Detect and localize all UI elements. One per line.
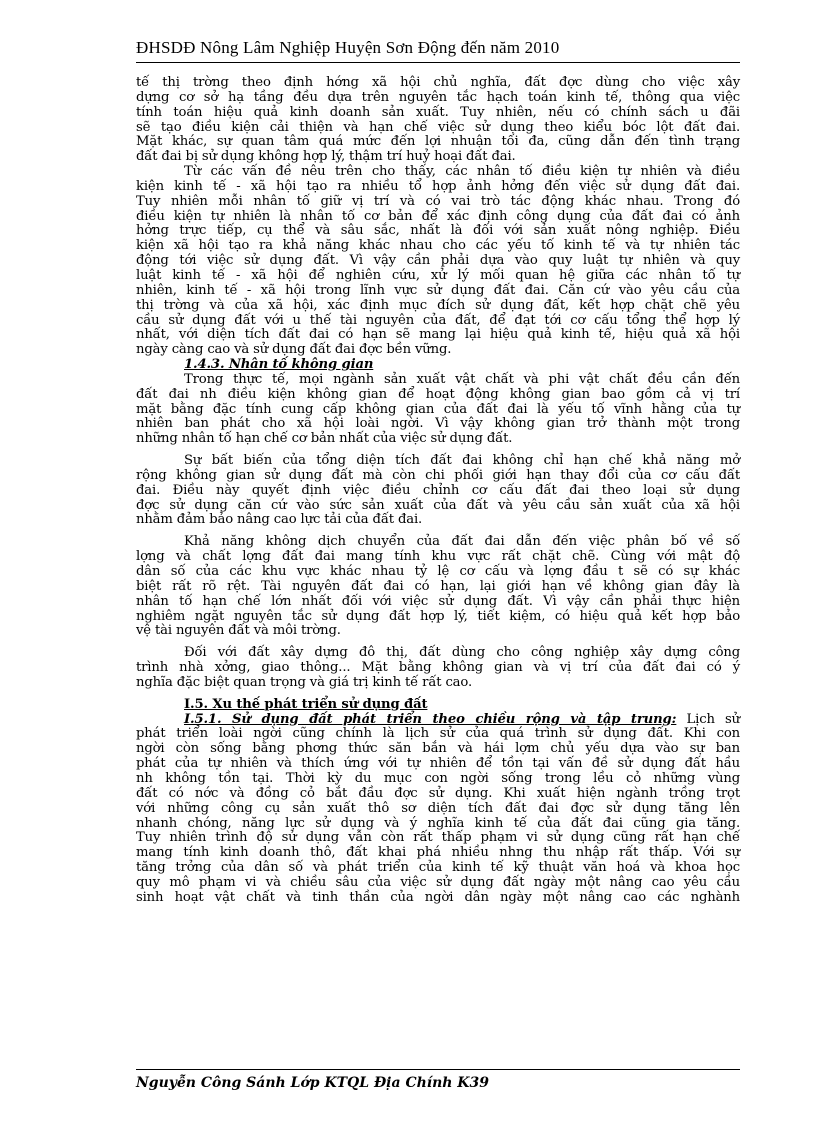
footer-divider xyxy=(136,1069,740,1070)
text-line: Từ các vấn đề nêu trên cho thấy, các nhân tố điều kiện tự nhiên và điều xyxy=(184,164,740,180)
paragraph-land-invariance xyxy=(136,454,740,528)
page-header-title: ĐHSDĐ Nông Lâm Nghiệp Huyện Sơn Động đến năm 2010 xyxy=(136,38,560,57)
text-line: quy mô phạm vi và chiều sâu của việc sử dụng đất ngày một nâng cao yêu cầu xyxy=(136,874,740,890)
text-line: ngời còn sống bằng phơng thức săn bắn và hái lợm chủ yếu dựa vào sự ban xyxy=(136,741,740,757)
section-heading-1-5: I.5. Xu thế phát triển sử dụng đất xyxy=(184,696,428,712)
text-line: hởng trực tiếp, cụ thể và sâu sắc, nhất là đối với sản xuất nông nghiệp. Điều xyxy=(136,223,740,239)
paragraph-space-factor xyxy=(136,373,740,447)
text-line: kiện kinh tế - xã hội tạo ra nhiều tổ hợp ảnh hởng đến việc sử dụng đất đai. xyxy=(136,178,740,194)
text-line: tăng trởng của dân số và phát triển của kinh tế kỹ thuật văn hoá và khoa học xyxy=(136,860,740,876)
text-line: nghiêm ngặt nguyên tắc sử dụng đất hợp lý, tiết kiệm, có hiệu quả kết hợp bảo xyxy=(136,608,740,624)
text-line: đai. Điều này quyết định việc điều chỉnh cơ cấu đất đai theo loại sử dụng xyxy=(136,482,740,498)
text-line: phát của tự nhiên và thích ứng với tự nhiên để tồn tại vấn đề sử dụng đất hầu xyxy=(136,756,740,772)
text-line: nhất, với diện tích đất đai có hạn sẽ mang lại hiệu quả kinh tế, hiệu quả xã hội xyxy=(136,327,740,343)
text-line: nh không tồn tại. Thời kỳ du mục con ngời sống trong lều cỏ những vùng xyxy=(136,770,740,786)
paragraph-land-use-history xyxy=(136,713,740,906)
text-line: phát triển loài ngời cũng chính là lịch sử của quá trình sử dụng đất. Khi con xyxy=(136,726,740,742)
paragraph-land-market xyxy=(136,76,740,165)
text-line: tế thị trờng theo định hớng xã hội chủ nghĩa, đất đợc dùng cho việc xây xyxy=(136,75,740,90)
text-line: lợng và chất lợng đất đai mang tính khu vực rất chặt chẽ. Cùng với mật độ xyxy=(136,549,740,565)
text-line: Sự bất biến của tổng diện tích đất đai không chỉ hạn chế khả năng mở xyxy=(184,453,740,469)
text-line: tính toán hiệu quả kinh doanh sản xuất. Tuy nhiên, nếu có chính sách u đãi xyxy=(136,104,740,120)
text-line: dựng cơ sở hạ tầng đều dựa trên nguyên tắc hạch toán kinh tế, thông qua việc xyxy=(136,89,740,105)
text-line: nhiên ban phát cho xã hội loài ngời. Vì vậy không gian trở thành một trong xyxy=(136,416,740,432)
page-footer-author: Nguyễn Công Sánh Lớp KTQL Địa Chính K39 xyxy=(136,1075,489,1091)
text-line: sẽ tạo điều kiện cải thiện và hạn chế việc sử dụng theo kiểu bóc lột đất đai. xyxy=(136,119,740,135)
text-line: trình nhà xởng, giao thông... Mặt bằng không gian và vị trí của đất đai có ý xyxy=(136,660,740,676)
text-line: nhằm đảm bảo nâng cao lực tải của đất đai. xyxy=(136,512,423,528)
text-line: nhân tố hạn chế lớn nhất đối với việc sử dụng đất. Vì vậy cần phải thực hiện xyxy=(136,593,740,609)
text-line: dân số của các khu vực khác nhau tỷ lệ cơ cấu và lợng đầu t sẽ có sự khác xyxy=(136,564,740,579)
text-line: nghĩa đặc biệt quan trọng và giá trị kinh tế rất cao. xyxy=(136,674,472,690)
text-line: kiện xã hội tạo ra khả năng khác nhau cho các yếu tố kinh tế và tự nhiên tác xyxy=(136,238,740,254)
text-line: Tuy nhiên mỗi nhân tố giữ vị trí và có vai trò tác động khác nhau. Trong đó xyxy=(136,193,740,209)
text-line: vệ tài nguyên đất và môi trờng. xyxy=(136,623,341,639)
text-line: biệt rất rõ rệt. Tài nguyên đất đai có hạn, lại giới hạn về không gian đây là xyxy=(136,578,740,594)
text-line: nhiên, kinh tế - xã hội trong lĩnh vực sử dụng đất đai. Căn cứ vào yêu cầu của xyxy=(136,282,740,298)
document-body xyxy=(136,76,740,906)
text-line: ngày càng cao và sử dụng đất đai đợc bền vững. xyxy=(136,342,452,358)
text-line: những nhân tố hạn chế cơ bản nhất của việc sử dụng đất. xyxy=(136,431,513,447)
header-divider xyxy=(136,62,740,63)
text-line: Tuy nhiên trình độ sử dụng vẫn còn rất thấp phạm vi sử dụng cũng rất hạn chế xyxy=(136,830,740,846)
text-line: đất có nớc và đồng cỏ bắt đầu đợc sử dụng. Khi xuất hiện ngành trồng trọt xyxy=(136,785,740,801)
text-line: đất đai nh điều kiện không gian để hoạt động không gian bao gồm cả vị trí xyxy=(136,386,740,402)
text-line: nhanh chóng, năng lực sử dụng và ý nghĩa kinh tế của đất đai cũng gia tăng. xyxy=(136,815,740,831)
text-line: đất đai bị sử dụng không hợp lý, thậm trí huỷ hoại đất đai. xyxy=(136,149,516,165)
subsection-heading-1-5-1: I.5.1. Sử dụng đất phát triển theo chiều rộng và tập trung: xyxy=(184,711,677,727)
paragraph-urban-land xyxy=(136,646,740,691)
text-line: mặt bằng đặc tính cung cấp không gian của đất đai là yếu tố vĩnh hằng của tự xyxy=(136,401,740,417)
text-line: Trong thực tế, mọi ngành sản xuất vật chất và phi vật chất đều cần đến xyxy=(184,371,740,387)
text-line: rộng không gian sử dụng đất mà còn chi phối giới hạn thay đổi của cơ cấu đất xyxy=(136,467,740,483)
text-line: thị trờng và của xã hội, xác định mục đích sử dụng đất, kết hợp chặt chẽ yêu xyxy=(136,297,740,313)
text-line: điều kiện tự nhiên là nhân tố cơ bản để xác định công dụng của đất đai có ảnh xyxy=(136,208,740,224)
text-line: với những công cụ sản xuất thô sơ diện tích đất đai đợc sử dụng tăng lên xyxy=(136,800,740,816)
paragraph-immobility xyxy=(136,535,740,639)
section-heading-1-4-3: 1.4.3. Nhân tố không gian xyxy=(184,357,374,373)
text-line: đợc sử dụng căn cứ vào sức sản xuất của đất và yêu cầu sản xuất của xã hội xyxy=(136,497,740,513)
text-line: Đối với đất xây dựng đô thị, đất dùng cho công nghiệp xây dựng công xyxy=(184,645,740,661)
text-line: Khả năng không dịch chuyển của đất đai dẫn đến việc phân bố về số xyxy=(184,534,740,550)
text-line: cầu sử dụng đất với u thế tài nguyên của đất, để đạt tới cơ cấu tổng thể hợp lý xyxy=(136,312,740,328)
text-line: động tới việc sử dụng đất. Vì vậy cần phải dựa vào quy luật tự nhiên và quy xyxy=(136,253,740,269)
paragraph-natural-factors xyxy=(136,165,740,358)
text-line: Mặt khác, sự quan tâm quá mức đến lợi nhuận tối đa, cũng dẫn đến tình trạng xyxy=(136,134,740,150)
text-line: mang tính kinh doanh thô, đất khai phá nhiều nhng thu nhập rất thấp. Với sự xyxy=(136,845,740,861)
text-span: Lịch sử xyxy=(676,711,740,727)
text-line: sinh hoạt vật chất và tinh thần của ngời dân ngày một nâng cao các nghành xyxy=(136,889,740,905)
text-line: luật kinh tế - xã hội để nghiên cứu, xử lý mối quan hệ giữa các nhân tố tự xyxy=(136,267,740,283)
